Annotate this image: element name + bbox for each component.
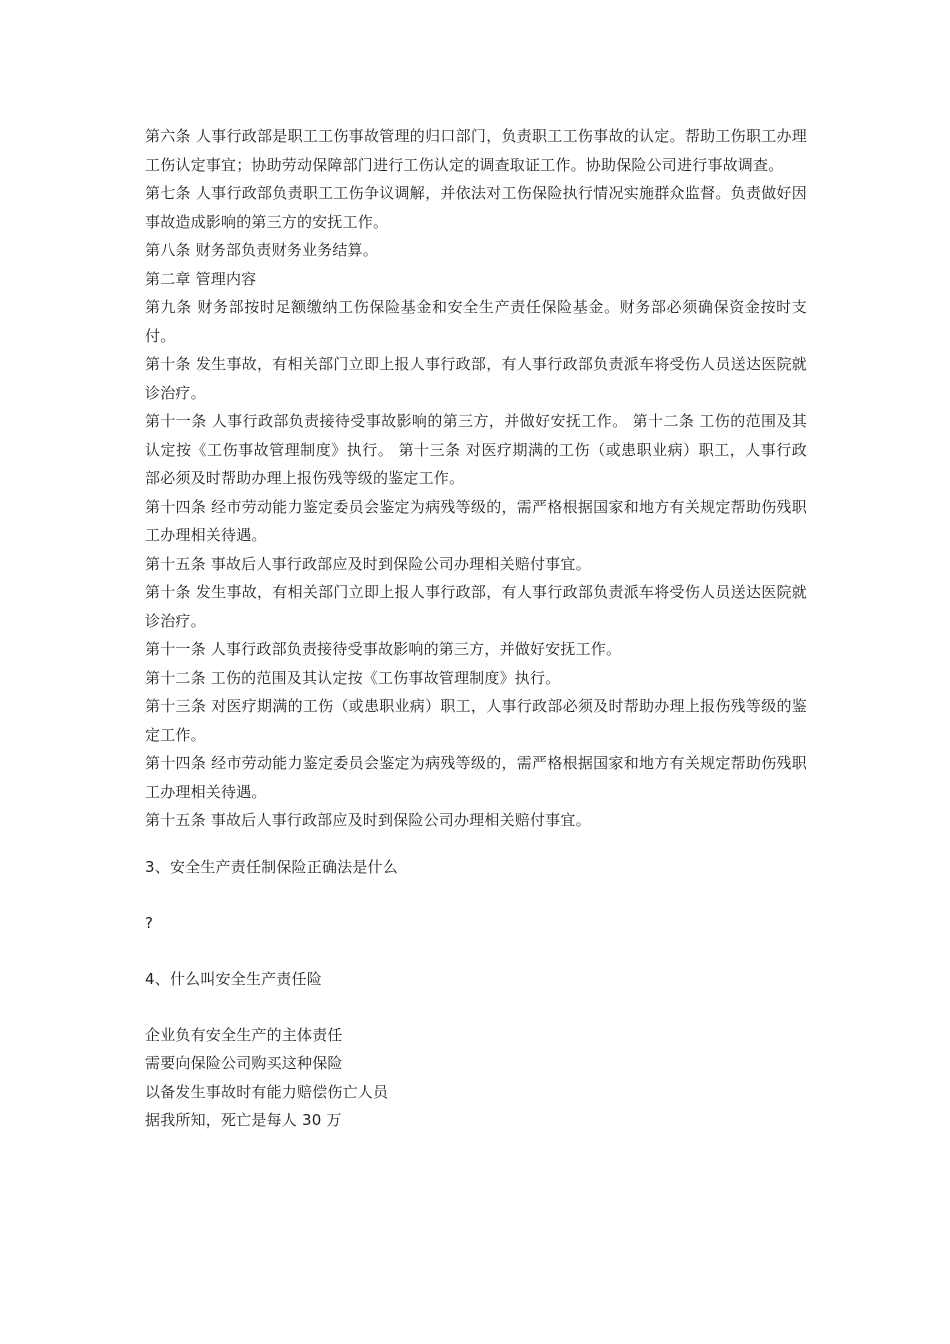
spacer [145,993,807,1021]
answer-line: 据我所知，死亡是每人 30 万 [145,1111,342,1129]
article-7: 第七条 人事行政部负责职工工伤争议调解，并依法对工伤保险执行情况实施群众监督。负责做好因事故造成影响的第三方的安抚工作。 [145,184,807,231]
chapter-2-heading: 第二章 管理内容 [145,269,257,288]
answer-line: 以备发生事故时有能力赔偿伤亡人员 [145,1082,389,1101]
spacer [145,881,807,909]
answer-line: 企业负有安全生产的主体责任 [145,1025,343,1044]
article-11-repeat: 第十一条 人事行政部负责接待受事故影响的第三方，并做好安抚工作。 [145,640,622,658]
article-14-repeat: 第十四条 经市劳动能力鉴定委员会鉴定为病残等级的，需严格根据国家和地方有关规定帮助伤残职工办理相关待遇。 [145,754,807,801]
article-15-repeat: 第十五条 事故后人事行政部应及时到保险公司办理相关赔付事宜。 [145,811,591,829]
article-13-repeat: 第十三条 对医疗期满的工伤（或患职业病）职工，人事行政部必须及时帮助办理上报伤残等级的鉴定工作。 [145,697,807,744]
document-body [145,122,807,1135]
question-4-heading: 4、什么叫安全生产责任险 [145,969,322,988]
article-14: 第十四条 经市劳动能力鉴定委员会鉴定为病残等级的，需严格根据国家和地方有关规定帮助伤残职工办理相关待遇。 [145,497,807,544]
article-10-repeat: 第十条 发生事故，有相关部门立即上报人事行政部，有人事行政部负责派车将受伤人员送达医院就诊治疗。 [145,583,807,630]
article-9: 第九条 财务部按时足额缴纳工伤保险基金和安全生产责任保险基金。财务部必须确保资金按时支付。 [145,298,807,345]
answer-line: 需要向保险公司购买这种保险 [145,1054,343,1072]
article-11-13-combined: 第十一条 人事行政部负责接待受事故影响的第三方，并做好安抚工作。 第十二条 工伤的范围及其认定按《工伤事故管理制度》执行。 第十三条 对医疗期满的工伤（或患职业病）职工，人事行政部必须及时帮助办理上报伤残等级的鉴定工作。 [145,412,807,487]
article-6: 第六条 人事行政部是职工工伤事故管理的归口部门，负责职工工伤事故的认定。帮助工伤职工办理工伤认定事宜；协助劳动保障部门进行工伤认定的调查取证工作。协助保险公司进行事故调查。 [145,127,807,174]
article-8: 第八条 财务部负责财务业务结算。 [145,241,378,259]
question-mark: ? [145,913,154,932]
article-12-repeat: 第十二条 工伤的范围及其认定按《工伤事故管理制度》执行。 [145,668,561,687]
article-15: 第十五条 事故后人事行政部应及时到保险公司办理相关赔付事宜。 [145,554,591,573]
spacer [145,937,807,965]
question-3-heading: 3、安全生产责任制保险正确法是什么 [145,857,398,876]
article-10: 第十条 发生事故，有相关部门立即上报人事行政部，有人事行政部负责派车将受伤人员送达医院就诊治疗。 [145,355,807,402]
